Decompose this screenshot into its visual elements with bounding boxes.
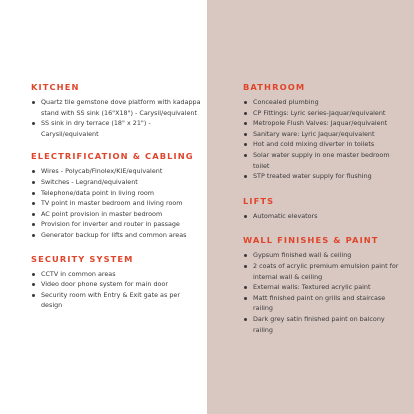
list-item: Switches - Legrand/equivalent [31,177,203,188]
electrification-list [31,166,203,240]
list-item: Hot and cold mixing diverter in toilets [243,139,405,150]
security-list [31,269,203,311]
lifts-section [243,195,405,222]
list-item: Solar water supply in one master bedroom toilet [243,150,405,171]
bathroom-list [243,97,405,182]
wall-finishes-heading: WALL FINISHES & PAINT [243,235,379,246]
list-item: Dark grey satin finished paint on balcony railing [243,314,405,335]
wall-finishes-list [243,250,405,335]
list-item: Wires - Polycab/Finolex/KIE/equivalent [31,166,203,177]
security-section [31,253,203,311]
list-item: Video door phone system for main door [31,279,203,290]
list-item: Generator backup for lifts and common areas [31,230,203,241]
lifts-list [243,211,405,222]
list-item: Automatic elevators [243,211,405,222]
list-item: 2 coats of acrylic premium emulsion paint for internal wall & ceiling [243,261,405,282]
list-item: STP treated water supply for flushing [243,171,405,182]
electrification-heading: ELECTRIFICATION & CABLING [31,151,194,162]
list-item: CCTV in common areas [31,269,203,280]
list-item: TV point in master bedroom and living room [31,198,203,209]
wall-finishes-section [243,234,405,335]
right-column [243,81,405,335]
list-item: Gypsum finished wall & ceiling [243,250,405,261]
list-item: Concealed plumbing [243,97,405,108]
list-item: CP Fittings: Lyric series-Jaquar/equivalent [243,108,405,119]
list-item: Provision for inverter and router in passage [31,219,203,230]
list-item: External walls: Textured acrylic paint [243,282,405,293]
bathroom-section [243,81,405,182]
kitchen-list [31,97,203,139]
list-item: Quartz tile gemstone dove platform with kadappa stand with SS sink (16"X18") - Carysil/equivalent [31,97,203,118]
left-column [31,81,203,311]
list-item: Telephone/data point in living room [31,188,203,199]
list-item: SS sink in dry terrace (18" x 21") - Carysil/equivalent [31,118,203,139]
lifts-heading: LIFTS [243,195,275,206]
security-heading: SECURITY SYSTEM [31,253,134,264]
bathroom-heading: BATHROOM [243,82,306,92]
kitchen-section [31,81,203,139]
list-item: Metropole Flush Valves: Jaquar/equivalent [243,118,405,129]
list-item: Security room with Entry & Exit gate as per design [31,290,203,311]
list-item: AC point provision in master bedroom [31,209,203,220]
kitchen-heading: KITCHEN [31,82,80,92]
list-item: Sanitary ware: Lyric Jaquar/equivalent [243,129,405,140]
electrification-section [31,150,203,240]
list-item: Matt finished paint on grills and staircase railing [243,293,405,314]
